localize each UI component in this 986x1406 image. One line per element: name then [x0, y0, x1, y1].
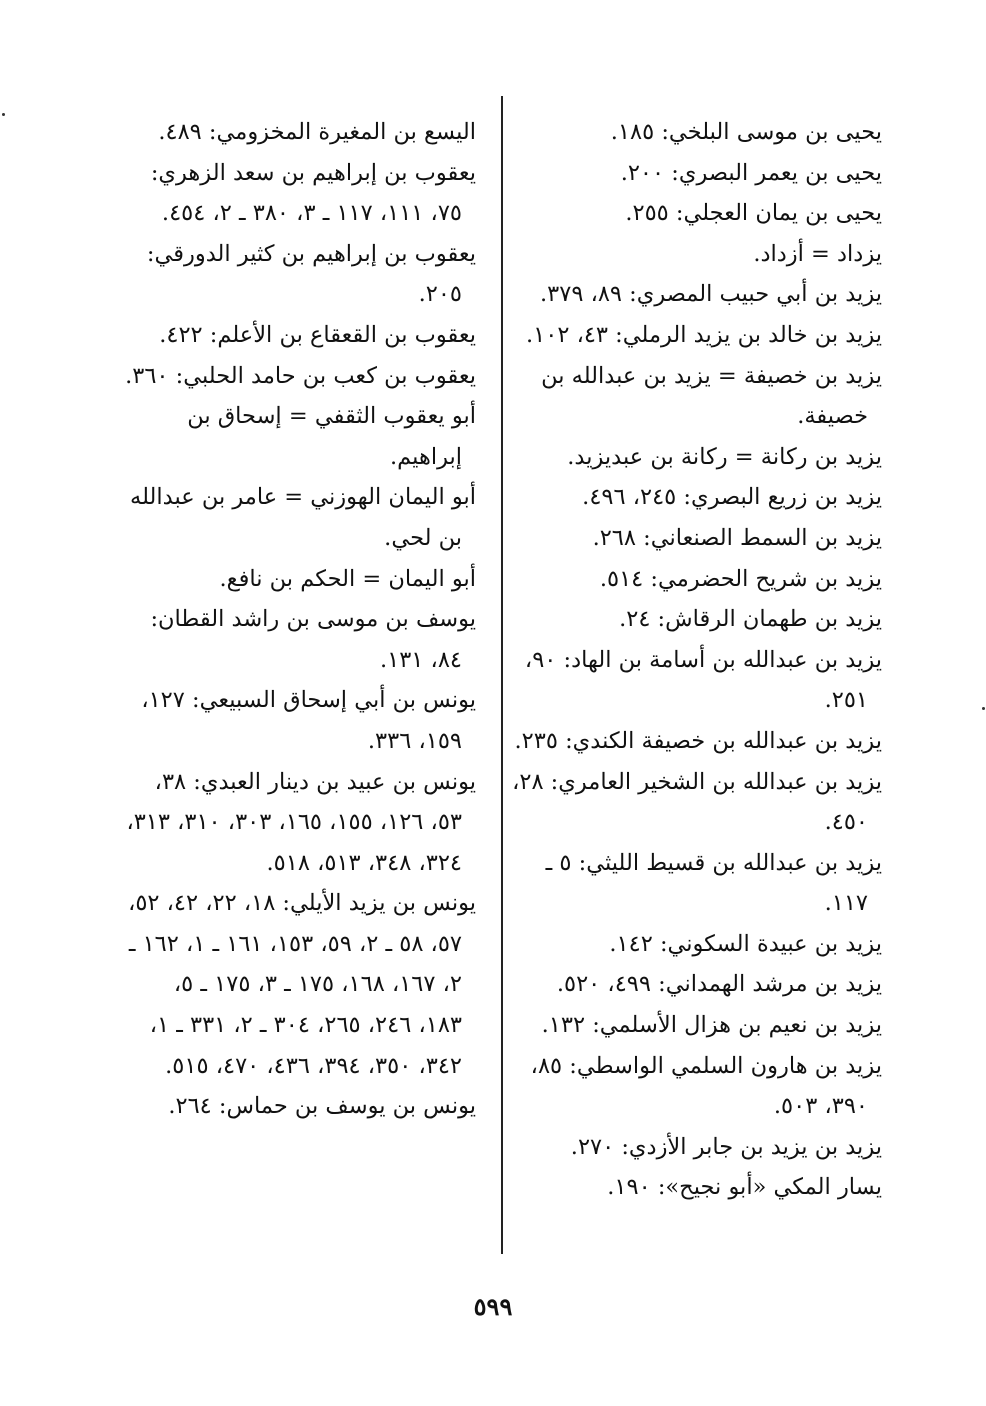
index-entry: أبو اليمان الهوزني = عامر بن عبدالله بن لحي.: [130, 484, 476, 551]
scan-speck: [982, 707, 985, 710]
index-entry: يزيد بن زريع البصري: ٢٤٥، ٤٩٦.: [582, 484, 882, 511]
column-divider: [501, 96, 503, 1254]
index-entry: يونس بن أبي إسحاق السبيعي: ١٢٧، ١٥٩، ٣٣٦.: [141, 687, 476, 754]
index-entry: يعقوب بن القعقاع بن الأعلم: ٤٢٢.: [159, 321, 476, 348]
index-entry: يونس بن عبيد بن دينار العبدي: ٣٨، ٥٣، ١٢٦، ١٥٥، ١٦٥، ٣٠٣، ٣١٠، ٣١٣، ٣٢٤، ٣٤٨، ٥١٣، ٥١٨.: [126, 768, 476, 876]
index-entry: يحيى بن موسى البلخي: ١٨٥.: [610, 119, 882, 145]
index-entry: يزيد بن يزيد بن جابر الأزدي: ٢٧٠.: [570, 1133, 882, 1160]
index-entry: يزيد بن السمط الصنعاني: ٢٦٨.: [592, 524, 882, 551]
scan-speck: [2, 113, 5, 116]
index-entry: يوسف بن موسى بن راشد القطان: ٨٤، ١٣١.: [150, 606, 476, 673]
index-entry: يزيد بن خصيفة = يزيد بن عبدالله بن خصيفة.: [541, 362, 882, 430]
index-entry: يزيد بن عبدالله بن أسامة بن الهاد: ٩٠، ٢٥١.: [524, 646, 882, 714]
index-entry: يزيد بن شريح الحضرمي: ٥١٤.: [599, 565, 882, 592]
index-entry: يحيى بن يمان العجلي: ٢٥٥.: [625, 200, 882, 227]
index-entry: يونس بن يزيد الأيلي: ١٨، ٢٢، ٤٢، ٥٢، ٥٧، ٥٨ ـ ٢، ٥٩، ١٥٣، ١٦١ ـ ١، ١٦٢ ـ ٢، ١٦٧، ١٦٨، ١٧٥ ـ ٣، ١٧٥ ـ ٥، ١٨٣، ٢٤٦، ٢٦٥، ٣٠٤ ـ ٢، ٣٣١ ـ ١، ٣٤٢، ٣٥٠، ٣٩٤، ٤٣٦، ٤٧٠، ٥١٥.: [128, 890, 476, 1079]
index-entry: يسار المكي «أبو نجيح»: ١٩٠.: [607, 1174, 882, 1201]
index-entry: يزيد بن هارون السلمي الواسطي: ٨٥، ٣٩٠، ٥٠٣.: [530, 1052, 882, 1120]
index-entry: يزيد بن عبدالله بن قسيط الليثي: ٥ ـ ١١٧.: [545, 849, 882, 917]
index-entry: يعقوب بن كعب بن حامد الحلبي: ٣٦٠.: [125, 362, 476, 389]
index-entry: اليسع بن المغيرة المخزومي: ٤٨٩.: [158, 119, 476, 145]
index-entry: يزيد بن عبدالله بن خصيفة الكندي: ٢٣٥.: [514, 727, 882, 754]
index-entry: يزيد بن عبيدة السكوني: ١٤٢.: [609, 930, 882, 957]
index-entry: يزيد بن طهمان الرقاش: ٢٤.: [619, 606, 882, 633]
index-entry: أبو يعقوب الثقفي = إسحاق بن إبراهيم.: [187, 403, 476, 470]
index-entry: يحيى بن يعمر البصري: ٢٠٠.: [620, 159, 882, 186]
index-entry: يزيد بن أبي حبيب المصري: ٨٩، ٣٧٩.: [540, 281, 882, 308]
index-entry: يزيد بن نعيم بن هزال الأسلمي: ١٣٢.: [541, 1012, 882, 1039]
index-entry: يزيد بن عبدالله بن الشخير العامري: ٢٨، ٤٥٠.: [512, 768, 882, 836]
index-entry: يزيد بن مرشد الهمداني: ٤٩٩، ٥٢٠.: [556, 971, 882, 998]
index-entry: يزداد = أزداد.: [753, 240, 882, 267]
page-number: ٥٩٩: [473, 1292, 513, 1321]
index-entry: يونس بن يوسف بن حماس: ٢٦٤.: [168, 1093, 476, 1120]
index-entry: يعقوب بن إبراهيم بن سعد الزهري: ٧٥، ١١١، ١١٧ ـ ٣، ٣٨٠ ـ ٢، ٤٥٤.: [150, 159, 476, 227]
index-column-left: [124, 112, 476, 1127]
index-entry: يزيد بن ركانة = ركانة بن عبديزيد.: [567, 443, 882, 470]
index-entry: يعقوب بن إبراهيم بن كثير الدورقي: ٢٠٥.: [146, 240, 476, 308]
index-entry: يزيد بن خالد بن يزيد الرملي: ٤٣، ١٠٢.: [526, 321, 882, 348]
index-column-right: [510, 112, 882, 1208]
index-entry: أبو اليمان = الحكم بن نافع.: [219, 565, 476, 592]
